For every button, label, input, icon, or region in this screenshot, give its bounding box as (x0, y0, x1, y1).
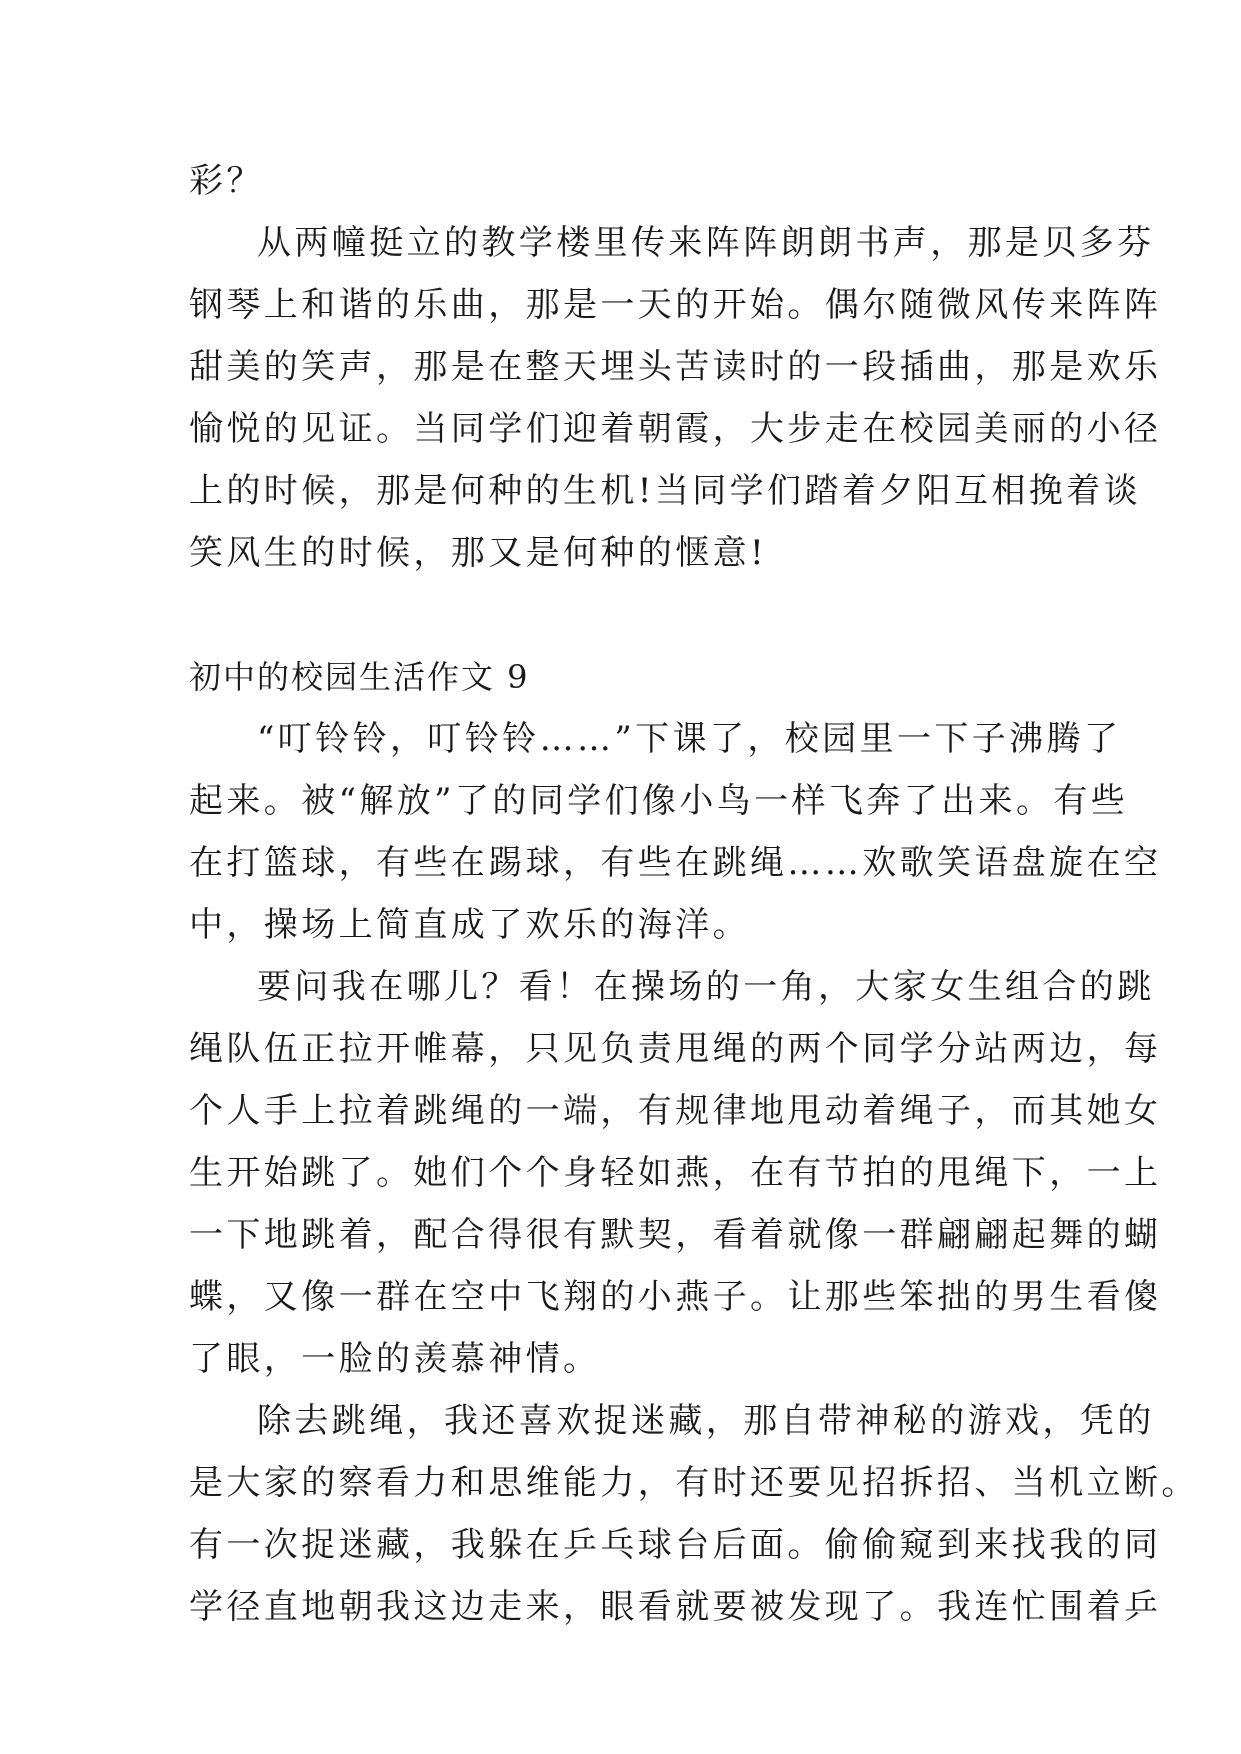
text-line: 要问我在哪儿？看！在操场的一角，大家女生组合的跳 (257, 967, 1155, 1007)
text-line: “叮铃铃，叮铃铃……”下课了，校园里一下子沸腾了 (257, 719, 1122, 759)
text-line: 上的时候，那是何种的生机!当同学们踏着夕阳互相挽着谈 (189, 471, 1142, 511)
text-line: 愉悦的见证。当同学们迎着朝霞，大步走在校园美丽的小径 (189, 409, 1162, 449)
text-line: 钢琴上和谐的乐曲，那是一天的开始。偶尔随微风传来阵阵 (189, 285, 1162, 325)
paragraph-4 (189, 1390, 1199, 1638)
text-line: 在打篮球，有些在踢球，有些在跳绳……欢歌笑语盘旋在空 (189, 843, 1162, 883)
text-line: 从两幢挺立的教学楼里传来阵阵朗朗书声，那是贝多芬 (257, 223, 1155, 263)
paragraph-1 (189, 212, 1162, 584)
text-line: 了眼，一脸的羡慕神情。 (189, 1339, 601, 1379)
text-line: 笑风生的时候，那又是何种的惬意! (189, 533, 768, 573)
text-line: 甜美的笑声，那是在整天埋头苦读时的一段插曲，那是欢乐 (189, 347, 1162, 387)
text-line: 学径直地朝我这边走来，眼看就要被发现了。我连忙围着乒 (189, 1587, 1162, 1627)
text-line: 蝶，又像一群在空中飞翔的小燕子。让那些笨拙的男生看傻 (189, 1277, 1162, 1317)
text-line: 中，操场上简直成了欢乐的海洋。 (189, 905, 750, 945)
paragraph-2 (189, 708, 1162, 956)
text-line: 有一次捉迷藏，我躲在乒乓球台后面。偷偷窥到来找我的同 (189, 1525, 1162, 1565)
paragraph-3 (189, 956, 1162, 1390)
text-line: 是大家的察看力和思维能力，有时还要见招拆招、当机立断。 (189, 1463, 1199, 1503)
document-page (189, 150, 1199, 1638)
section-title: 初中的校园生活作文 9 (189, 658, 530, 696)
text-line: 起来。被“解放”了的同学们像小鸟一样飞奔了出来。有些 (189, 781, 1129, 821)
text-line: 个人手上拉着跳绳的一端，有规律地甩动着绳子，而其她女 (189, 1091, 1162, 1131)
text-line: 一下地跳着，配合得很有默契，看着就像一群翩翩起舞的蝴 (189, 1215, 1162, 1255)
text-line: 生开始跳了。她们个个身轻如燕，在有节拍的甩绳下，一上 (189, 1153, 1162, 1193)
text-line: 除去跳绳，我还喜欢捉迷藏，那自带神秘的游戏，凭的 (257, 1401, 1155, 1441)
text-line: 绳队伍正拉开帷幕，只见负责甩绳的两个同学分站两边，每 (189, 1029, 1162, 1069)
text-line: 彩？ (189, 161, 264, 201)
section-gap (189, 584, 1051, 646)
